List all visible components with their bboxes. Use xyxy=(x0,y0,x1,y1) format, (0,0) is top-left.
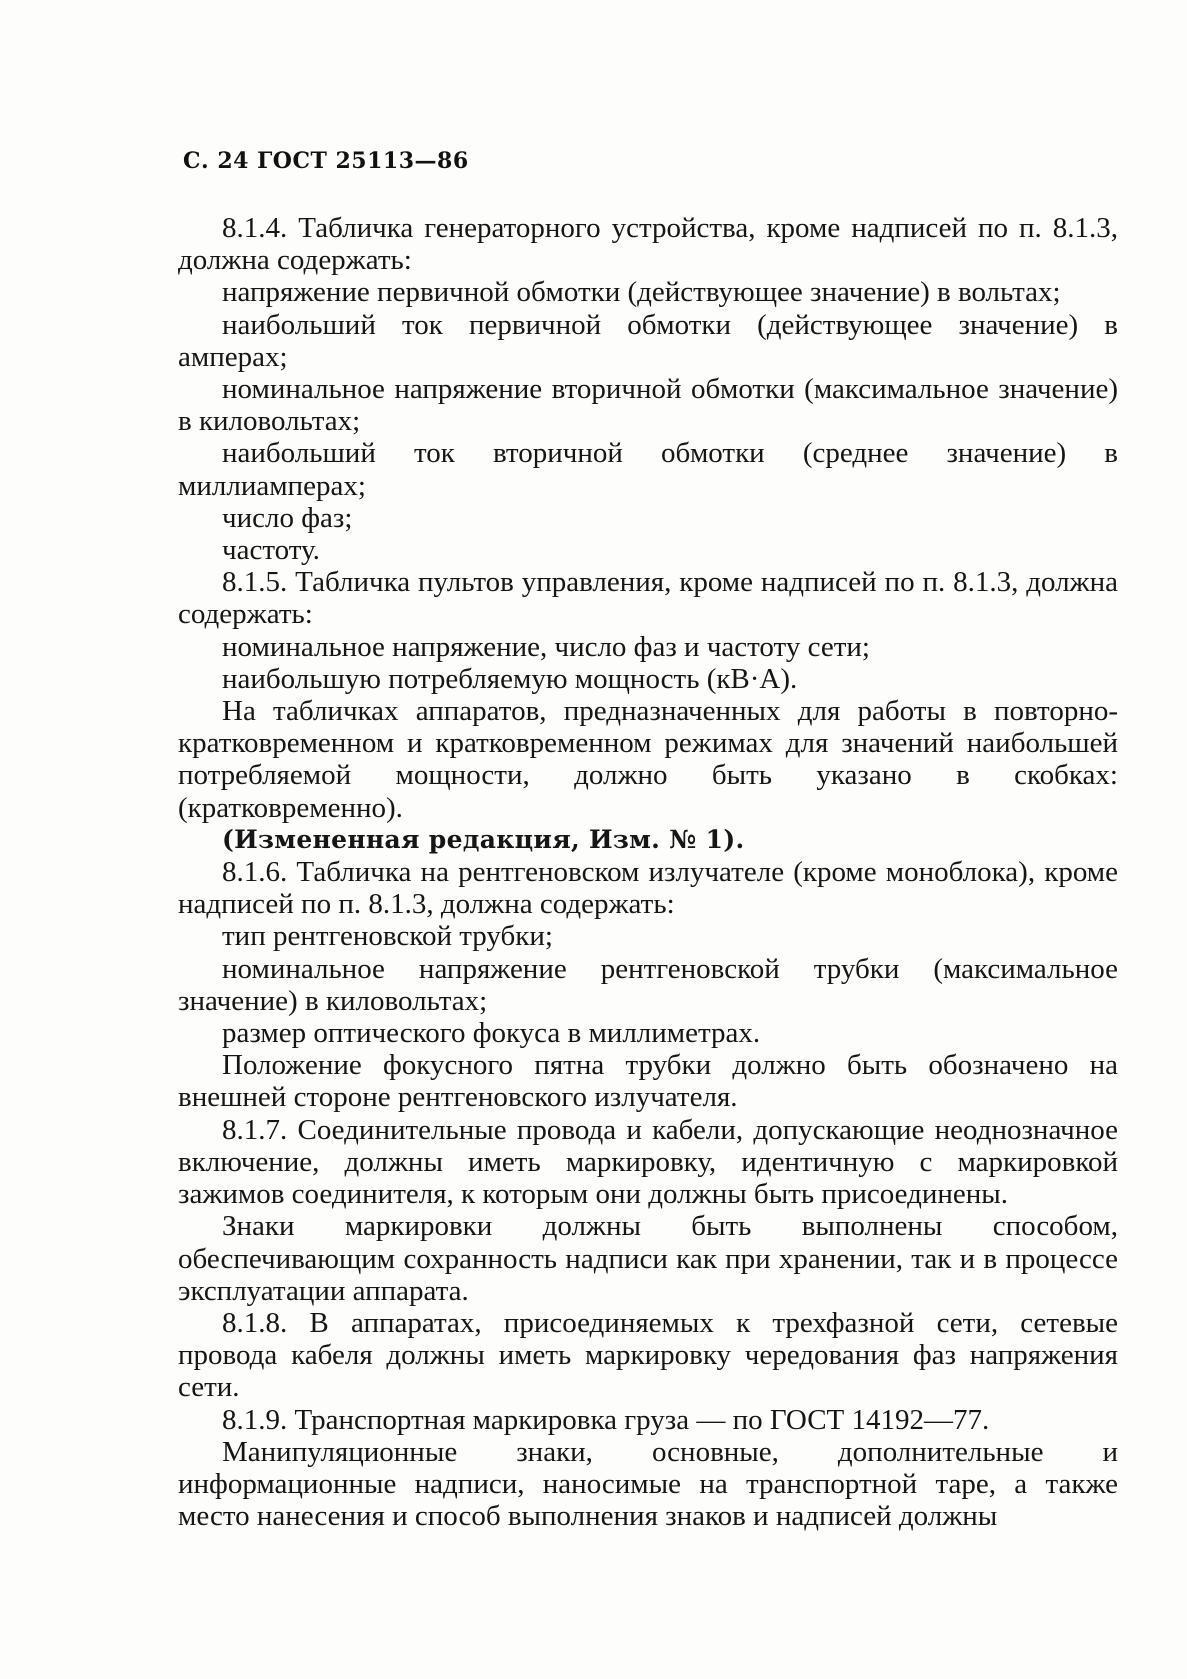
paragraph-8-1-9: 8.1.9. Транспортная маркировка груза — по ГОСТ 14192—77. xyxy=(222,1403,990,1436)
paragraph: Манипуляционные знаки, основные, дополнительные и информационные надписи, наносимые на транспортной таре, а также место нанесения и способ выполнения знаков и надписей должны xyxy=(178,1435,1118,1533)
list-item: номинальное напряжение рентгеновской трубки (максимальное значение) в киловольтах; xyxy=(178,952,1118,1017)
list-item: напряжение первичной обмотки (действующее значение) в вольтах; xyxy=(222,276,1061,309)
paragraph: На табличках аппаратов, предназначенных для работы в повторно-кратковременном и кратковременном режимах для значений наибольшей потребляемой мощности, должно быть указано в скобках: (кратковременно). xyxy=(178,695,1118,824)
list-item: наибольшую потребляемую мощность (кВ·А). xyxy=(222,662,798,695)
list-item: тип рентгеновской трубки; xyxy=(222,920,553,953)
list-item: наибольший ток вторичной обмотки (среднее значение) в миллиамперах; xyxy=(178,437,1118,502)
list-item: число фаз; xyxy=(222,501,353,534)
paragraph: Знаки маркировки должны быть выполнены способом, обеспечивающим сохранность надписи как при хранении, так и в процессе эксплуатации аппарата. xyxy=(178,1210,1118,1307)
list-item: номинальное напряжение вторичной обмотки (максимальное значение) в киловольтах; xyxy=(178,373,1118,438)
list-item: частоту. xyxy=(222,534,320,567)
paragraph: Положение фокусного пятна трубки должно быть обозначено на внешней стороне рентгеновского излучателя. xyxy=(178,1049,1118,1114)
page-header: С. 24 ГОСТ 25113—86 xyxy=(183,148,469,174)
paragraph-8-1-6: 8.1.6. Табличка на рентгеновском излучателе (кроме моноблока), кроме надписей по п. 8.1.3, должна содержать: xyxy=(178,856,1118,921)
paragraph-8-1-5: 8.1.5. Табличка пультов управления, кроме надписей по п. 8.1.3, должна содержать: xyxy=(178,566,1118,631)
document-body xyxy=(178,212,1118,1532)
paragraph-8-1-8: 8.1.8. В аппаратах, присоединяемых к трехфазной сети, сетевые провода кабеля должны иметь маркировку чередования фаз напряжения сети. xyxy=(178,1306,1118,1404)
amendment-note: (Измененная редакция, Изм. № 1). xyxy=(222,824,745,854)
list-item: номинальное напряжение, число фаз и частоту сети; xyxy=(222,630,870,663)
paragraph-8-1-7: 8.1.7. Соединительные провода и кабели, допускающие неоднозначное включение, должны иметь маркировку, идентичную с маркировкой зажимов соединителя, к которым они должны быть присоединены. xyxy=(178,1113,1118,1211)
list-item: наибольший ток первичной обмотки (действующее значение) в амперах; xyxy=(178,308,1118,373)
list-item: размер оптического фокуса в миллиметрах. xyxy=(222,1017,761,1050)
paragraph-8-1-4: 8.1.4. Табличка генераторного устройства, кроме надписей по п. 8.1.3, должна содержать: xyxy=(178,212,1118,277)
